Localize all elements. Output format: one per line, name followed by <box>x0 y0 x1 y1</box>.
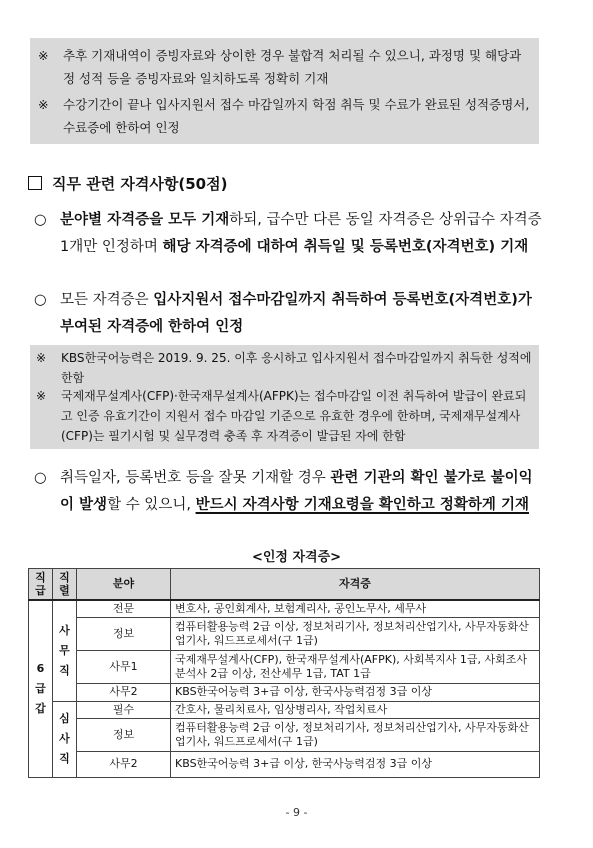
top-note-2 <box>38 93 533 139</box>
cert-cell: 국제재무설계사(CFP), 한국재무설계사(AFPK), 사회복지사 1급, 사회조사분석사 2급 이상, 전산세무 1급, TAT 1급 <box>171 650 540 683</box>
table-row <box>29 701 540 718</box>
table-row <box>29 600 540 617</box>
note-mark: ※ <box>38 97 49 112</box>
table-row <box>29 751 540 777</box>
bullet-2-emphasis: 입사지원서 접수마감일까지 취득하여 등록번호(자격번호)가 부여된 자격증에 한하여 인정 <box>60 292 532 335</box>
bullet-2 <box>34 287 544 340</box>
cert-cell: 변호사, 공인회계사, 보험계리사, 공인노무사, 세무사 <box>171 600 540 617</box>
bullet-2-text: 모든 자격증은 <box>60 292 154 308</box>
circle-bullet-icon: ○ <box>34 292 47 308</box>
bullet-1 <box>34 207 544 260</box>
table-row <box>29 718 540 751</box>
bullet-3-text-2: 할 수 있으니, <box>107 496 196 513</box>
field-cell: 사무2 <box>77 683 171 701</box>
note-text: 국제재무설계사(CFP)·한국재무설계사(AFPK)는 접수마감일 이전 취득하여 발급이 완료되고 인증 유효기간이 지원서 접수 마감일 기준으로 유효한 경우에 한하며, 국제재무설계사(CFP)는 필기시험 및 실무경력 충족 후 자격증이 발급된 자에 한함 <box>61 389 527 443</box>
cert-cell: 컴퓨터활용능력 2급 이상, 정보처리기사, 정보처리산업기사, 사무자동화산업기사, 워드프로세서(구 1급) <box>171 718 540 751</box>
bullet-3-emphasis: 관련 기관의 확인 불가로 불이익이 발생 <box>60 470 533 513</box>
note-mark: ※ <box>36 351 47 365</box>
track-cell-review: 심 사 직 <box>53 701 77 777</box>
field-cell: 사무1 <box>77 650 171 683</box>
table-caption: <인정 자격증> <box>251 550 342 565</box>
bullet-1-emphasis: 분야별 자격증을 모두 기재 <box>60 212 230 228</box>
field-cell: 필수 <box>77 701 171 718</box>
note-text: KBS한국어능력은 2019. 9. 25. 이후 응시하고 입사지원서 접수마감일까지 취득한 성적에 한함 <box>61 351 532 385</box>
field-cell: 사무2 <box>77 751 171 777</box>
cert-cell: KBS한국어능력 3+급 이상, 한국사능력검정 3급 이상 <box>171 751 540 777</box>
header-grade: 직 급 <box>29 569 53 601</box>
mid-notes-box <box>30 345 539 449</box>
header-cert: 자격증 <box>171 569 540 601</box>
page-number: - 9 - <box>285 806 308 819</box>
circle-bullet-icon: ○ <box>34 212 47 228</box>
table-row <box>29 683 540 701</box>
field-cell: 전문 <box>77 600 171 617</box>
note-text: 수강기간이 끝나 입사지원서 접수 마감일까지 학점 취득 및 수료가 완료된 성적증명서, 수료증에 한하여 인정 <box>63 97 530 135</box>
mid-note-1 <box>36 348 534 388</box>
note-text: 추후 기재내역이 증빙자료와 상이한 경우 불합격 처리될 수 있으니, 과정명 및 해당과정 성적 등을 증빙자료와 일치하도록 정확히 기재 <box>63 48 522 86</box>
table-header-row <box>29 569 540 601</box>
checkbox-square-icon <box>28 176 42 190</box>
note-mark: ※ <box>36 389 47 403</box>
circle-bullet-icon: ○ <box>34 470 47 486</box>
top-note-1 <box>38 44 533 90</box>
bullet-1-text: 하되, 급수만 다른 동일 자격증은 상위급수 자격증 1개만 인정하며 <box>60 212 542 255</box>
mid-note-2 <box>36 386 534 446</box>
bullet-3-underlined-emphasis: 반드시 자격사항 기재요령을 확인하고 정확하게 기재 <box>195 496 529 513</box>
bullet-3 <box>34 465 544 518</box>
table-row <box>29 650 540 683</box>
header-track: 직 렬 <box>53 569 77 601</box>
bullet-3-text: 취득일자, 등록번호 등을 잘못 기재할 경우 <box>60 470 331 486</box>
track-cell-office: 사 무 직 <box>53 600 77 701</box>
section-heading-text: 직무 관련 자격사항(50점) <box>52 175 228 193</box>
certificate-table <box>28 568 540 778</box>
table-row <box>29 617 540 650</box>
grade-cell: 6 급 갑 <box>29 600 53 777</box>
section-heading <box>28 173 227 195</box>
note-mark: ※ <box>38 48 49 63</box>
header-field: 분야 <box>77 569 171 601</box>
field-cell: 정보 <box>77 718 171 751</box>
bullet-1-emphasis-2: 해당 자격증에 대하여 취득일 및 등록번호(자격번호) 기재 <box>162 238 529 255</box>
cert-cell: 간호사, 물리치료사, 임상병리사, 작업치료사 <box>171 701 540 718</box>
top-notes-box <box>30 38 539 144</box>
field-cell: 정보 <box>77 617 171 650</box>
cert-cell: KBS한국어능력 3+급 이상, 한국사능력검정 3급 이상 <box>171 683 540 701</box>
cert-cell: 컴퓨터활용능력 2급 이상, 정보처리기사, 정보처리산업기사, 사무자동화산업기사, 워드프로세서(구 1급) <box>171 617 540 650</box>
